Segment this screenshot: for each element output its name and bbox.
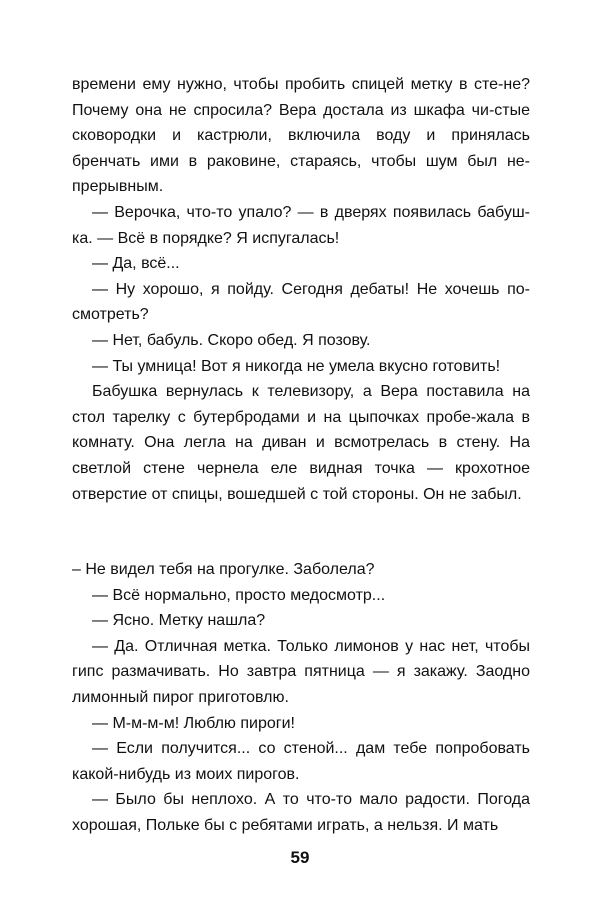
dialogue-line: — Было бы неплохо. А то что-то мало радости. Погода хорошая, Польке бы с ребятами играть, а нельзя. И мать bbox=[72, 791, 530, 835]
page-body bbox=[72, 72, 530, 839]
dialogue-line: — М-м-м-м! Люблю пироги! bbox=[92, 714, 295, 732]
dialogue-line: — Да, всё... bbox=[92, 255, 180, 273]
dialogue-line: — Верочка, что-то упало? — в дверях появилась бабуш-ка. — Всё в порядке? Я испугалась! bbox=[72, 203, 530, 247]
dialogue-line: — Нет, бабуль. Скоро обед. Я позову. bbox=[92, 331, 371, 349]
paragraph: Бабушка вернулась к телевизору, а Вера поставила на стол тарелку с бутербродами и на цыпочках пробе-жала в комнату. Она легла на диван и всмотрелась в стену. На светлой стене чернела еле видная точка — крохотное отверстие от спицы, вошедшей с той стороны. Он не забыл. bbox=[72, 383, 530, 503]
section-break bbox=[72, 507, 530, 557]
dialogue-line: — Ясно. Метку нашла? bbox=[92, 612, 266, 630]
dialogue-line: — Всё нормально, просто медосмотр... bbox=[92, 586, 386, 604]
paragraph: времени ему нужно, чтобы пробить спицей метку в сте-не? Почему она не спросила? Вера достала из шкафа чи-стые сковородки и кастрюли, включила воду и принялась бренчать ими в раковине, стараясь, чтобы шум был не-прерывным. bbox=[72, 76, 530, 196]
dialogue-line: — Ну хорошо, я пойду. Сегодня дебаты! Не хочешь по-смотреть? bbox=[72, 280, 530, 324]
dialogue-line: — Ты умница! Вот я никогда не умела вкусно готовить! bbox=[92, 357, 501, 375]
dialogue-line: — Да. Отличная метка. Только лимонов у нас нет, чтобы гипс размачивать. Но завтра пятница — я закажу. Заодно лимонный пирог приготовлю. bbox=[72, 637, 530, 707]
dialogue-line: – Не видел тебя на прогулке. Заболела? bbox=[72, 561, 375, 579]
page-number: 59 bbox=[290, 848, 310, 867]
dialogue-line: — Если получится... со стеной... дам тебе попробовать какой-нибудь из моих пирогов. bbox=[72, 740, 530, 783]
